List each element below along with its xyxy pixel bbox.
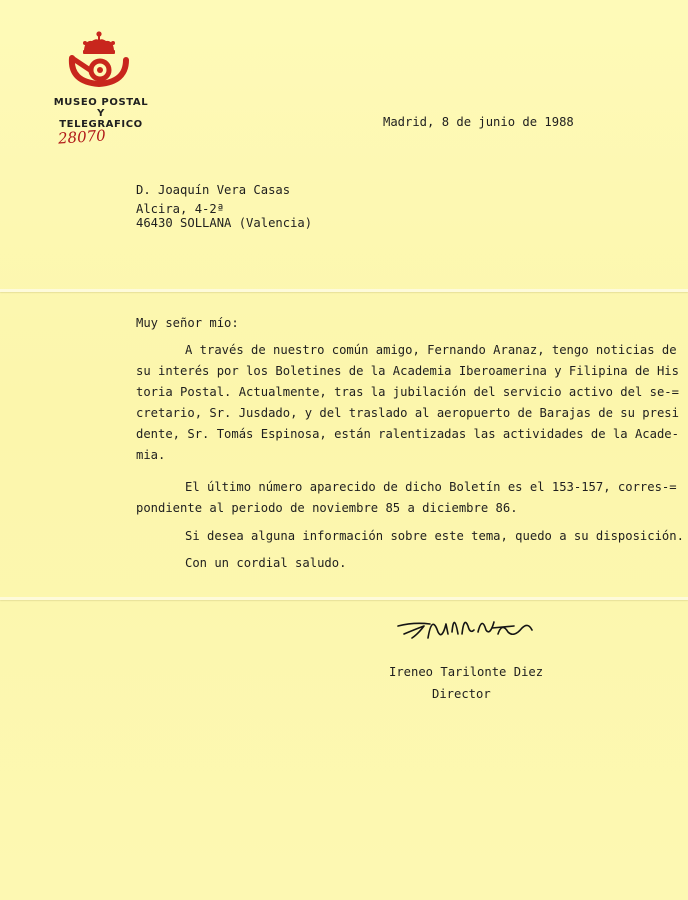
crown-posthorn-icon [66, 30, 132, 92]
org-line: MUSEO POSTAL [53, 97, 149, 108]
letter-date: Madrid, 8 de junio de 1988 [383, 115, 574, 129]
recipient-name: D. Joaquín Vera Casas [136, 183, 291, 197]
signatory-title: Director [432, 687, 491, 701]
organization-name [40, 97, 162, 130]
body-line: mia. [136, 448, 166, 462]
handwritten-number: 28070 [57, 126, 107, 148]
body-paragraph [136, 477, 688, 519]
body-line: El último número aparecido de dicho Boletín es el 153-157, corres-= [185, 480, 677, 494]
handwritten-signature [394, 604, 538, 644]
body-line: A través de nuestro común amigo, Fernando Aranaz, tengo noticias de [185, 343, 677, 357]
salutation: Muy señor mío: [136, 316, 239, 330]
recipient-city: 46430 SOLLANA (Valencia) [136, 216, 313, 230]
org-line: TELEGRAFICO [59, 119, 143, 130]
body-line: pondiente al periodo de noviembre 85 a diciembre 86. [136, 501, 518, 515]
signatory-name: Ireneo Tarilonte Diez [389, 665, 544, 679]
body-line: cretario, Sr. Jusdado, y del traslado al aeropuerto de Barajas de su presi [136, 406, 679, 420]
paper-fold-line [0, 597, 688, 600]
body-line: su interés por los Boletines de la Academia Iberoamerina y Filipina de His [136, 364, 679, 378]
paper-fold-line [0, 289, 688, 292]
recipient-street: Alcira, 4-2ª [136, 202, 225, 216]
org-line: Y [97, 108, 105, 119]
closing-line: Con un cordial saludo. [185, 556, 347, 570]
body-line: toria Postal. Actualmente, tras la jubilación del servicio activo del se-= [136, 385, 679, 399]
body-paragraph [136, 340, 688, 466]
body-paragraph: Si desea alguna información sobre este tema, quedo a su disposición. [185, 529, 684, 543]
body-line: dente, Sr. Tomás Espinosa, están ralentizadas las actividades de la Acade- [136, 427, 679, 441]
